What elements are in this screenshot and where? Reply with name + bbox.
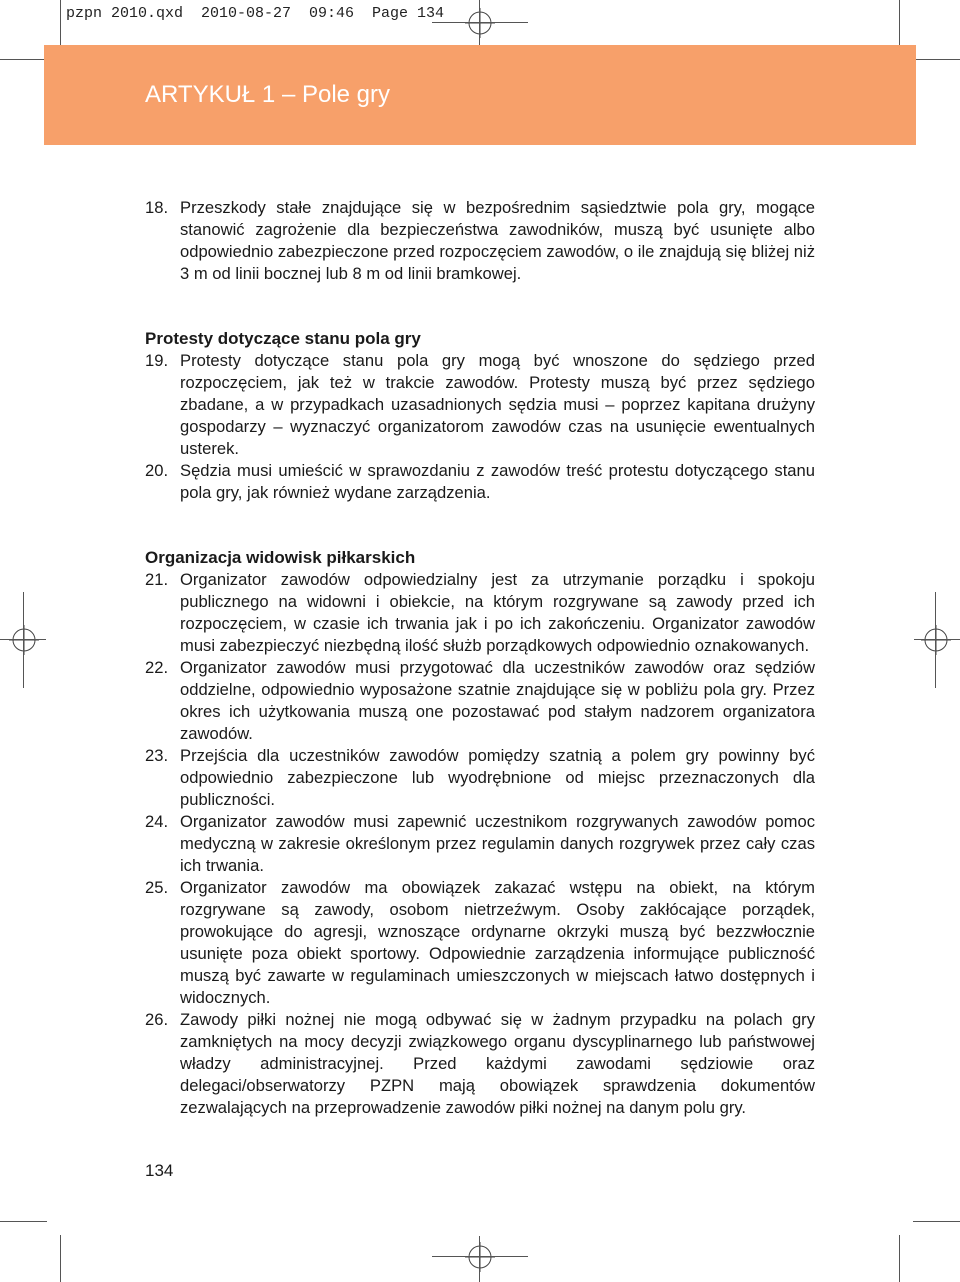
list-item	[145, 569, 815, 657]
crop-mark	[0, 59, 47, 60]
crop-mark	[913, 1221, 960, 1222]
item-number: 22.	[145, 658, 169, 677]
item-text: Sędzia musi umieścić w sprawozdaniu z zawodów treść protestu dotyczącego stanu pola gry, jak również wydane zarządzenia.	[180, 461, 815, 502]
crop-mark	[914, 639, 960, 640]
section-heading: Protesty dotyczące stanu pola gry	[145, 329, 421, 348]
item-text: Organizator zawodów odpowiedzialny jest za utrzymanie porządku i spokoju publicznego na widowni i obiekcie, na którym rozgrywane są zawody przed ich rozpoczęciem, w czasie ich trwania jak i po ich zakończeniu. Organizator zawodów musi zabezpieczyć niezbędną ilość służb porządkowych odpowiednio oznakowanych.	[180, 570, 815, 655]
crop-mark	[913, 59, 960, 60]
item-text: Przeszkody stałe znajdujące się w bezpośrednim sąsiedztwie pola gry, mogące stanowić zagrożenie dla bezpieczeństwa zawodników, muszą być usunięte albo odpowiednio zabezpieczone przed rozpoczęciem zawodów, o ile znajdują się bliżej niż 3 m od linii bocznej lub 8 m od linii bramkowej.	[180, 198, 815, 283]
item-text: Organizator zawodów musi zapewnić uczestnikom rozgrywanych zawodów pomoc medyczną w zakresie określonym przez regulamin danych rozgrywek przez cały czas ich trwania.	[180, 812, 815, 875]
list-item	[145, 1009, 815, 1119]
item-number: 24.	[145, 812, 169, 831]
item-number: 18.	[145, 198, 169, 217]
item-number: 23.	[145, 746, 169, 765]
item-number: 25.	[145, 878, 169, 897]
item-text: Protesty dotyczące stanu pola gry mogą być wnoszone do sędziego przed rozpoczęciem, jak też w trakcie zawodów. Protesty muszą być przez sędziego zbadane, a w przypadkach uzasadnionych sędzia musi – poprzez kapitana drużyny gospodarzy – wyznaczyć organizatorom zawodów czas na usunięcie ewentualnych usterek.	[180, 351, 815, 458]
page-number: 134	[145, 1161, 174, 1180]
registration-mark-icon	[9, 625, 39, 655]
crop-mark	[432, 1256, 528, 1257]
item-number: 19.	[145, 351, 169, 370]
crop-mark	[899, 1235, 900, 1282]
item-number: 26.	[145, 1010, 169, 1029]
article-body	[145, 197, 815, 1119]
crop-mark	[23, 592, 24, 688]
registration-mark-icon	[465, 1242, 495, 1272]
crop-mark	[0, 639, 46, 640]
article-title: ARTYKUŁ 1 – Pole gry	[145, 81, 391, 108]
list-item	[145, 811, 815, 877]
registration-mark-icon	[921, 625, 951, 655]
item-text: Przejścia dla uczestników zawodów pomiędzy szatnią a polem gry powinny być odpowiednio zabezpieczone lub wyodrębnione od miejsc przeznaczonych dla publiczności.	[180, 746, 815, 809]
crop-mark	[60, 1235, 61, 1282]
item-number: 21.	[145, 570, 169, 589]
item-text: Organizator zawodów ma obowiązek zakazać wstępu na obiekt, na którym rozgrywane są zawody, osobom nietrzeźwym. Osoby zakłócające porządek, prowokujące do agresji, wznoszące ordynarne okrzyki muszą być bezzwłocznie usunięte poza obiekt sportowy. Odpowiednie zarządzenia informujące publiczność muszą być zawarte w regulaminach umieszczonych w miejscach łatwo dostępnych i widocznych.	[180, 878, 815, 1007]
article-banner	[44, 45, 916, 145]
crop-mark	[899, 0, 900, 47]
list-item	[145, 745, 815, 811]
list-item	[145, 657, 815, 745]
list-item	[145, 877, 815, 1009]
section-heading: Organizacja widowisk piłkarskich	[145, 548, 416, 567]
crop-mark	[0, 1221, 47, 1222]
item-number: 20.	[145, 461, 169, 480]
file-slug: pzpn 2010.qxd 2010-08-27 09:46 Page 134	[66, 5, 445, 22]
list-item	[145, 197, 815, 285]
crop-mark	[60, 0, 61, 47]
list-item	[145, 460, 815, 504]
list-item	[145, 350, 815, 460]
item-text: Organizator zawodów musi przygotować dla uczestników zawodów oraz sędziów oddzielne, odpowiednio wyposażone szatnie znajdujące się w pobliżu pola gry. Przez okres ich użytkowania muszą one pozostawać pod stałym nadzorem organizatora zawodów.	[180, 658, 815, 743]
registration-mark-icon	[465, 8, 495, 38]
crop-mark	[432, 22, 528, 23]
crop-mark	[935, 592, 936, 688]
crop-mark	[479, 0, 480, 45]
item-text: Zawody piłki nożnej nie mogą odbywać się w żadnym przypadku na polach gry zamkniętych na mocy decyzji związkowego organu dyscyplinarnego lub państwowej władzy administracyjnej. Przed każdymi zawodami sędziowie oraz delegaci/obserwatorzy PZPN mają obowiązek sprawdzenia dokumentów zezwalających na przeprowadzenie zawodów piłki nożnej na danym polu gry.	[180, 1010, 815, 1117]
crop-mark	[479, 1236, 480, 1282]
